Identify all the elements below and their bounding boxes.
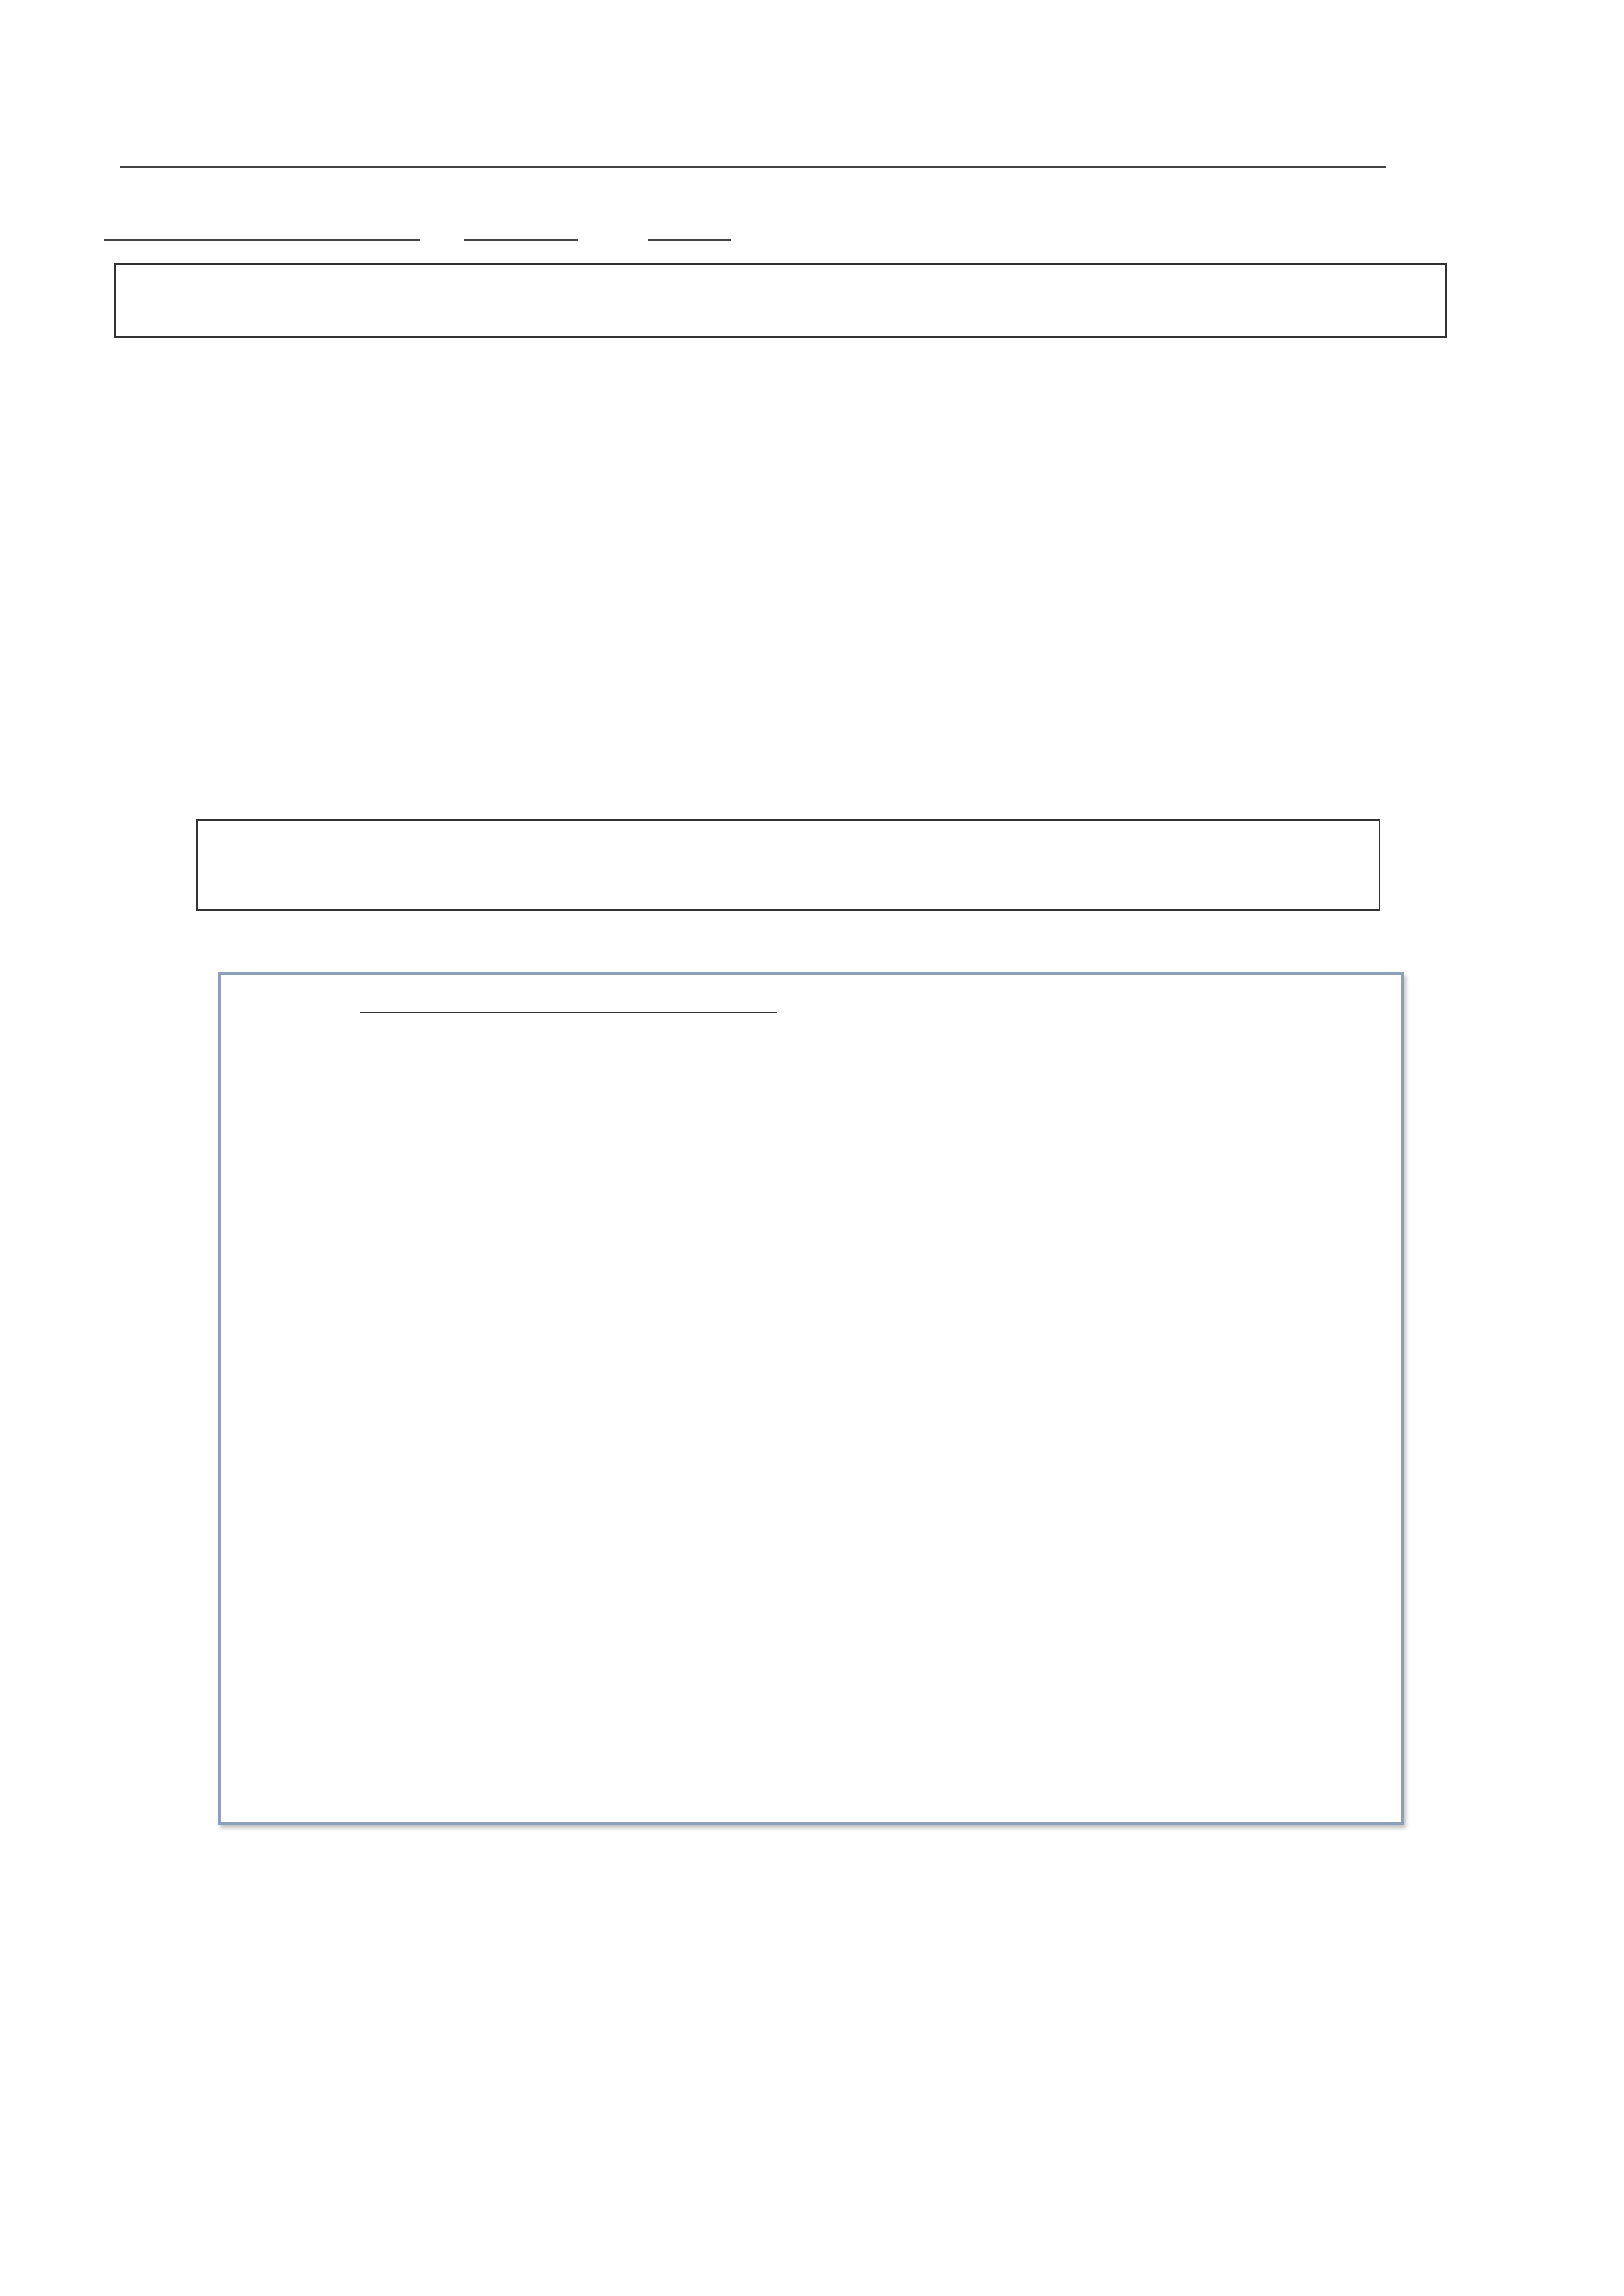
worksheet-name-line [360,1012,777,1013]
info-row [104,214,731,248]
nome-row [120,141,1386,176]
table-instruction-box [114,263,1447,338]
professora-field[interactable] [104,239,420,241]
day-field[interactable] [464,239,521,241]
month-field[interactable] [521,239,578,241]
ano-field[interactable] [648,239,731,241]
nome-field[interactable] [120,166,1386,168]
addition-worksheet [218,972,1404,1825]
arithmetic-instruction-box [196,819,1380,911]
